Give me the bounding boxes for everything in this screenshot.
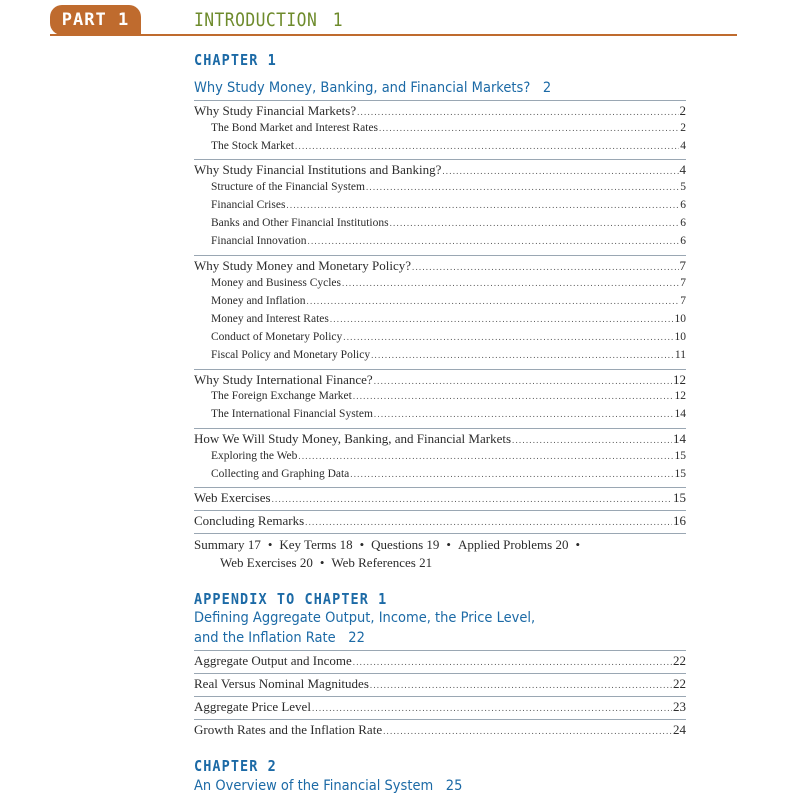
leader-dots bbox=[379, 123, 679, 133]
toc-subentry-title: Financial Crises bbox=[211, 199, 286, 211]
bullet-separator: • bbox=[267, 537, 273, 552]
leader-dots bbox=[272, 494, 672, 504]
leader-dots bbox=[330, 314, 674, 324]
leader-dots bbox=[295, 141, 679, 151]
end-matter-item[interactable] bbox=[194, 537, 261, 552]
toc-subentry-title: Fiscal Policy and Monetary Policy bbox=[211, 349, 371, 361]
chapter-2-title[interactable] bbox=[194, 775, 462, 797]
toc-subentry-title: Money and Interest Rates bbox=[211, 313, 329, 325]
toc-entry[interactable] bbox=[194, 490, 686, 508]
leader-dots bbox=[286, 200, 679, 210]
toc-subentry-title: The Bond Market and Interest Rates bbox=[211, 122, 379, 134]
end-matter-item[interactable] bbox=[279, 537, 352, 552]
toc-entry-page: 24 bbox=[673, 722, 686, 737]
chapter-1-page: 2 bbox=[542, 80, 552, 96]
toc-entry-title: Why Study International Finance? bbox=[194, 372, 373, 387]
toc-entry-page: 23 bbox=[673, 699, 686, 714]
toc-subentry[interactable] bbox=[211, 408, 686, 426]
toc-subentry-title: Banks and Other Financial Institutions bbox=[211, 217, 389, 229]
toc-subentry[interactable] bbox=[211, 181, 686, 199]
part-page: 1 bbox=[332, 9, 343, 31]
section-divider bbox=[194, 428, 686, 429]
section-divider bbox=[194, 673, 686, 674]
leader-dots bbox=[370, 680, 672, 690]
chapter-2-page: 25 bbox=[445, 778, 463, 794]
toc-subentry-page: 4 bbox=[680, 140, 686, 152]
toc-entry-title: Web Exercises bbox=[194, 490, 271, 505]
leader-dots bbox=[442, 166, 678, 176]
toc-subentry-page: 2 bbox=[680, 122, 686, 134]
toc-subentry-title: Financial Innovation bbox=[211, 235, 307, 247]
toc-subentry-page: 6 bbox=[680, 199, 686, 211]
appendix-1-page: 22 bbox=[348, 630, 365, 646]
appendix-1-title-line-1[interactable]: Defining Aggregate Output, Income, the Price Level, bbox=[194, 610, 536, 626]
toc-entry[interactable] bbox=[194, 431, 686, 449]
toc-entry-title: Growth Rates and the Inflation Rate bbox=[194, 722, 383, 737]
toc-entry-title: Why Study Financial Institutions and Banking? bbox=[194, 162, 442, 177]
section-divider bbox=[194, 696, 686, 697]
toc-entry[interactable] bbox=[194, 653, 686, 671]
end-matter-page: 17 bbox=[247, 537, 261, 552]
toc-subentry-page: 7 bbox=[680, 277, 686, 289]
toc-entry-title: Concluding Remarks bbox=[194, 513, 305, 528]
toc-entry[interactable] bbox=[194, 103, 686, 121]
toc-subentry[interactable] bbox=[211, 140, 686, 158]
end-matter-line-1 bbox=[194, 536, 587, 554]
toc-entry-page: 22 bbox=[673, 653, 686, 668]
toc-subentry[interactable] bbox=[211, 295, 686, 313]
toc-entry-page: 2 bbox=[679, 103, 686, 118]
chapter-2-label: CHAPTER 2 bbox=[194, 757, 277, 775]
section-divider bbox=[194, 510, 686, 511]
toc-entry-page: 14 bbox=[673, 431, 686, 446]
toc-entry[interactable] bbox=[194, 162, 686, 180]
end-matter-label: Web References bbox=[331, 555, 416, 570]
section-divider bbox=[194, 487, 686, 488]
toc-subentry-title: Exploring the Web bbox=[211, 450, 298, 462]
toc-subentry[interactable] bbox=[211, 331, 686, 349]
toc-subentry-page: 10 bbox=[674, 331, 686, 343]
appendix-1-title-line-2[interactable] bbox=[194, 627, 365, 649]
leader-dots bbox=[366, 182, 679, 192]
toc-subentry-title: Money and Business Cycles bbox=[211, 277, 342, 289]
toc-subentry-title: Structure of the Financial System bbox=[211, 181, 365, 193]
leader-dots bbox=[374, 376, 672, 386]
toc-subentry-page: 7 bbox=[680, 295, 686, 307]
toc-subentry[interactable] bbox=[211, 277, 686, 295]
toc-entry[interactable] bbox=[194, 676, 686, 694]
toc-subentry-title: The Stock Market bbox=[211, 140, 295, 152]
section-divider bbox=[194, 650, 686, 651]
toc-subentry[interactable] bbox=[211, 122, 686, 140]
toc-entry-page: 16 bbox=[673, 513, 686, 528]
end-matter-line-2 bbox=[220, 554, 432, 572]
part-tab bbox=[50, 5, 141, 35]
toc-subentry-page: 10 bbox=[674, 313, 686, 325]
section-divider bbox=[194, 100, 686, 101]
toc-subentry[interactable] bbox=[211, 390, 686, 408]
section-divider bbox=[194, 159, 686, 160]
chapter-2-title-text: An Overview of the Financial System bbox=[194, 778, 434, 794]
toc-subentry-page: 14 bbox=[674, 408, 686, 420]
bullet-separator: • bbox=[575, 537, 581, 552]
bullet-separator: • bbox=[359, 537, 365, 552]
end-matter-page: 21 bbox=[419, 555, 433, 570]
leader-dots bbox=[383, 726, 672, 736]
leader-dots bbox=[342, 278, 679, 288]
leader-dots bbox=[353, 657, 672, 667]
toc-subentry-title: Conduct of Monetary Policy bbox=[211, 331, 343, 343]
end-matter-page: 20 bbox=[299, 555, 313, 570]
part-title bbox=[194, 9, 343, 31]
toc-subentry-title: Money and Inflation bbox=[211, 295, 306, 307]
end-matter-label: Applied Problems bbox=[457, 537, 553, 552]
leader-dots bbox=[308, 236, 680, 246]
toc-entry-title: Aggregate Price Level bbox=[194, 699, 311, 714]
toc-entry[interactable] bbox=[194, 699, 686, 717]
chapter-1-title[interactable] bbox=[194, 77, 551, 99]
toc-entry-title: Aggregate Output and Income bbox=[194, 653, 352, 668]
chapter-1-title-text: Why Study Money, Banking, and Financial Markets? bbox=[194, 80, 531, 96]
toc-subentry-title: The International Financial System bbox=[211, 408, 373, 420]
end-matter-label: Key Terms bbox=[279, 537, 337, 552]
toc-entry[interactable] bbox=[194, 513, 686, 531]
leader-dots bbox=[390, 218, 680, 228]
appendix-1-label: APPENDIX TO CHAPTER 1 bbox=[194, 590, 388, 608]
toc-entry[interactable] bbox=[194, 258, 686, 276]
toc-subentry-page: 15 bbox=[674, 450, 686, 462]
bullet-separator: • bbox=[446, 537, 451, 552]
toc-subentry-title: The Foreign Exchange Market bbox=[211, 390, 352, 402]
end-matter-label: Web Exercises bbox=[220, 555, 297, 570]
toc-subentry-page: 11 bbox=[674, 349, 686, 361]
toc-subentry[interactable] bbox=[211, 313, 686, 331]
end-matter-label: Questions bbox=[371, 537, 424, 552]
toc-entry-title: Why Study Financial Markets? bbox=[194, 103, 357, 118]
toc-entry-page: 12 bbox=[673, 372, 686, 387]
section-divider bbox=[194, 533, 686, 534]
toc-subentry-page: 12 bbox=[674, 390, 686, 402]
leader-dots bbox=[353, 391, 674, 401]
leader-dots bbox=[374, 409, 674, 419]
section-divider bbox=[194, 255, 686, 256]
end-matter-item[interactable] bbox=[371, 537, 439, 552]
chapter-1-label: CHAPTER 1 bbox=[194, 51, 277, 69]
leader-dots bbox=[312, 703, 672, 713]
end-matter-item[interactable] bbox=[331, 555, 432, 570]
leader-dots bbox=[371, 350, 674, 360]
toc-subentry[interactable] bbox=[211, 349, 686, 367]
toc-subentry-title: Collecting and Graphing Data bbox=[211, 468, 350, 480]
end-matter-item[interactable] bbox=[220, 555, 313, 570]
toc-entry-page: 22 bbox=[673, 676, 686, 691]
toc-subentry-page: 5 bbox=[680, 181, 686, 193]
toc-entry[interactable] bbox=[194, 722, 686, 740]
part-title-text: INTRODUCTION bbox=[194, 9, 318, 31]
appendix-1-title-text: and the Inflation Rate bbox=[194, 630, 336, 646]
toc-entry-page: 7 bbox=[679, 258, 686, 273]
bullet-separator: • bbox=[319, 555, 325, 570]
toc-entry-page: 15 bbox=[673, 490, 686, 505]
toc-entry-title: Real Versus Nominal Magnitudes bbox=[194, 676, 369, 691]
toc-subentry-page: 6 bbox=[680, 235, 686, 247]
end-matter-label: Summary bbox=[194, 537, 245, 552]
part-tab-label: PART 1 bbox=[61, 10, 130, 30]
leader-dots bbox=[512, 435, 672, 445]
part-divider bbox=[50, 34, 737, 36]
end-matter-page: 20 bbox=[555, 537, 569, 552]
leader-dots bbox=[307, 296, 680, 306]
end-matter-page: 18 bbox=[339, 537, 353, 552]
leader-dots bbox=[298, 451, 673, 461]
leader-dots bbox=[350, 469, 673, 479]
toc-entry-page: 4 bbox=[679, 162, 686, 177]
leader-dots bbox=[305, 517, 672, 527]
end-matter-page: 19 bbox=[426, 537, 440, 552]
toc-entry[interactable] bbox=[194, 372, 686, 390]
toc-subentry[interactable] bbox=[211, 450, 686, 468]
toc-subentry-page: 6 bbox=[680, 217, 686, 229]
end-matter-item[interactable] bbox=[458, 537, 569, 552]
leader-dots bbox=[412, 262, 679, 272]
toc-entry-title: Why Study Money and Monetary Policy? bbox=[194, 258, 411, 273]
toc-subentry-page: 15 bbox=[674, 468, 686, 480]
toc-subentry[interactable] bbox=[211, 199, 686, 217]
leader-dots bbox=[357, 107, 678, 117]
leader-dots bbox=[343, 332, 673, 342]
toc-subentry[interactable] bbox=[211, 235, 686, 253]
section-divider bbox=[194, 369, 686, 370]
toc-subentry[interactable] bbox=[211, 468, 686, 486]
section-divider bbox=[194, 719, 686, 720]
toc-entry-title: How We Will Study Money, Banking, and Financial Markets bbox=[194, 431, 512, 446]
toc-subentry[interactable] bbox=[211, 217, 686, 235]
